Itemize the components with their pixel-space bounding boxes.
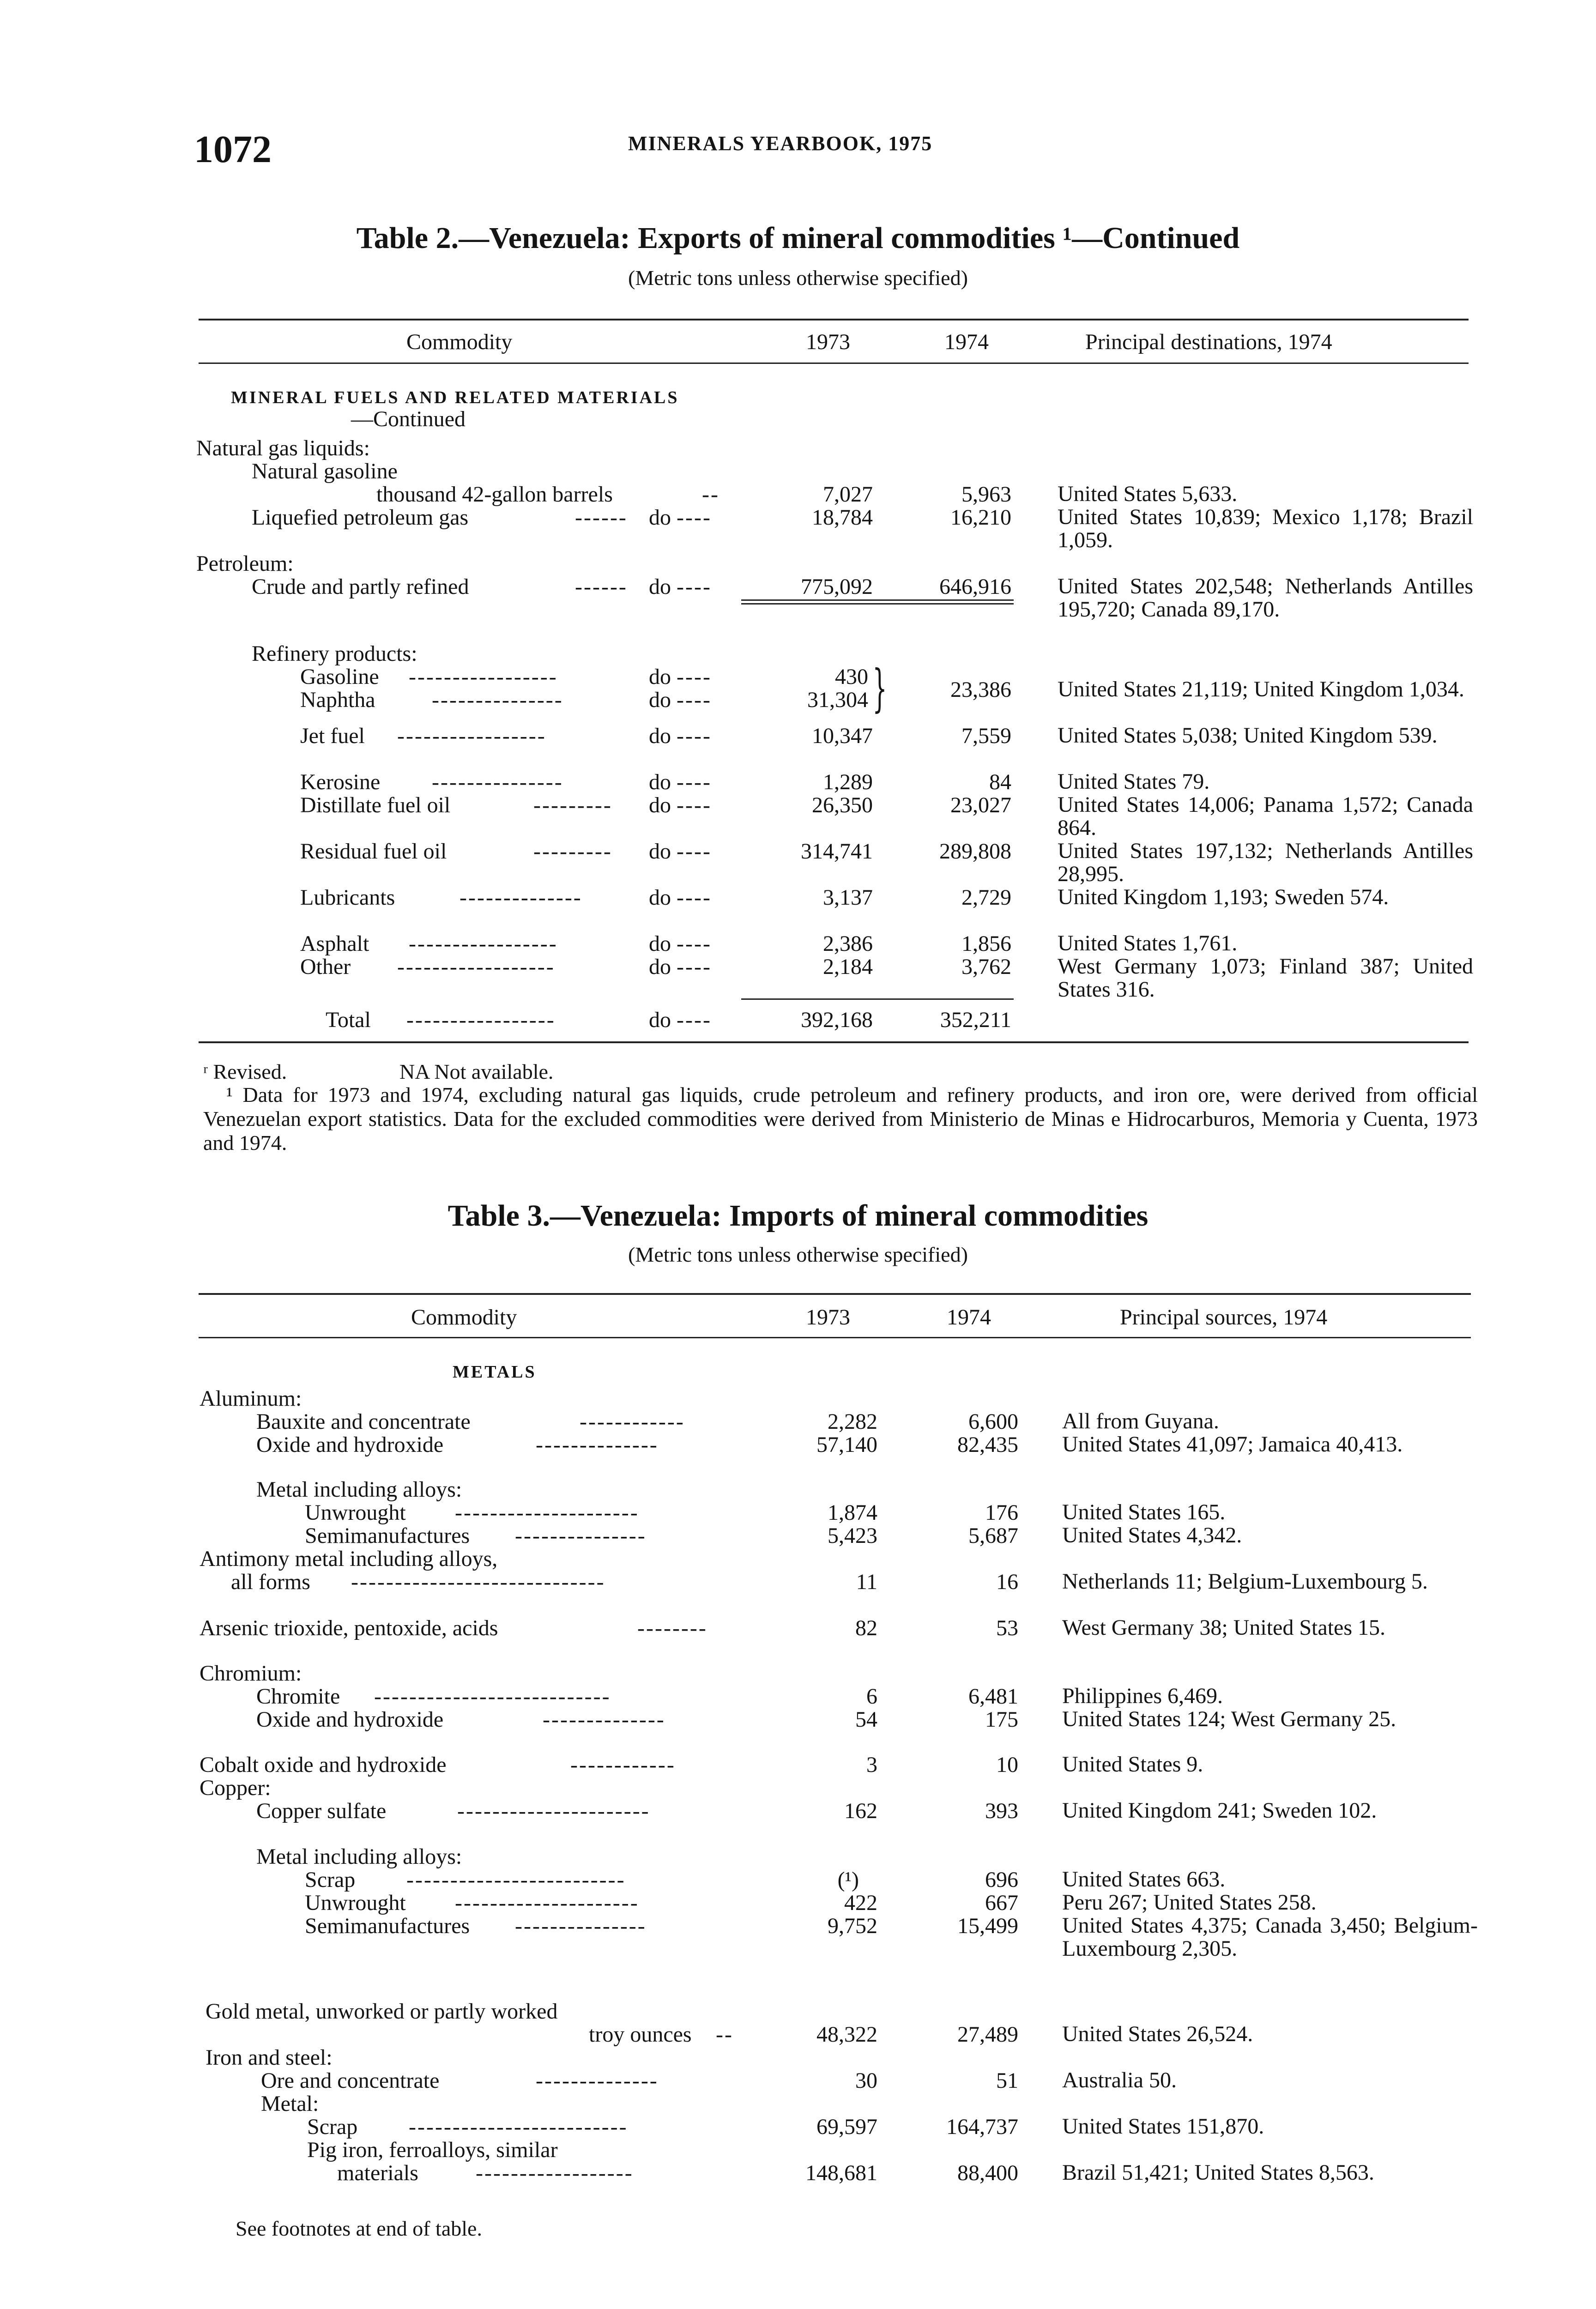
value-1973: 9,752 (828, 1914, 877, 1938)
leader-dots: ---- (677, 770, 712, 794)
value-1974: 5,963 (961, 482, 1011, 507)
value-1974: 646,916 (939, 574, 1011, 599)
source: Australia 50. (1062, 2068, 1177, 2092)
row-label: Liquefied petroleum gas (252, 505, 469, 530)
leader-dots: -------- (637, 1616, 707, 1640)
ditto: do (649, 574, 671, 599)
leader-dots: ---- (677, 724, 712, 748)
leader-dots: ------------------ (397, 955, 555, 979)
value-1973: 1,874 (828, 1500, 877, 1525)
value-1974: 3,762 (961, 955, 1011, 979)
leader-dots: --------------- (515, 1523, 647, 1548)
row-label: Oxide and hydroxide (256, 1433, 444, 1457)
leader-dots: ------------ (570, 1753, 676, 1777)
table2-section-cont: —Continued (351, 407, 466, 431)
footnote-na: NA Not available. (399, 1060, 554, 1083)
value-1973: (¹) (837, 1868, 859, 1892)
table2-top-rule (199, 319, 1469, 320)
leader-dots: --------- (533, 839, 612, 864)
row-label: Petroleum: (196, 551, 294, 576)
row-label: Scrap (305, 1868, 356, 1892)
leader-dots: ------------------------- (406, 1868, 626, 1892)
source: United States 165. (1062, 1500, 1226, 1524)
row-label: Oxide and hydroxide (256, 1707, 444, 1732)
value-1974: 84 (989, 770, 1011, 794)
row-label: Scrap (307, 2115, 358, 2139)
value-1974: 7,559 (961, 724, 1011, 748)
value-1973: 5,423 (828, 1523, 877, 1548)
row-label: Chromite (256, 1684, 340, 1709)
table2-section: MINERAL FUELS AND RELATED MATERIALS (231, 388, 679, 407)
value-1973: 2,184 (823, 955, 873, 979)
leader-dots: ------------------------- (409, 2115, 628, 2139)
row-label: Unwrought (305, 1891, 406, 1915)
value-1973: 314,741 (801, 839, 873, 864)
ditto: do (649, 770, 671, 794)
table2-bottom-rule (199, 1041, 1469, 1043)
ditto: do (649, 931, 671, 956)
source: United States 4,375; Canada 3,450; Belgium-Luxembourg 2,305. (1062, 1913, 1478, 1961)
value-1973: 162 (844, 1799, 877, 1823)
leader-dots: ---- (677, 885, 712, 910)
value-1974: 175 (985, 1707, 1018, 1732)
row-label: Cobalt oxide and hydroxide (200, 1753, 447, 1777)
underline (741, 603, 1014, 604)
table3-top-rule (199, 1293, 1471, 1295)
source: All from Guyana. (1062, 1409, 1219, 1433)
value-1974: 15,499 (957, 1914, 1018, 1938)
destination: United States 10,839; Mexico 1,178; Brazil 1,059. (1058, 505, 1473, 552)
table2-col-1973: 1973 (806, 330, 850, 354)
row-label: Antimony metal including alloys, (200, 1547, 498, 1571)
destination: United States 197,132; Netherlands Antilles 28,995. (1058, 839, 1473, 886)
leader-dots: -- (702, 482, 719, 507)
leader-dots: ------------------ (476, 2161, 634, 2185)
table3-header-rule (199, 1337, 1471, 1338)
value-1973: 11 (856, 1570, 877, 1594)
value-1973: 6 (866, 1684, 877, 1709)
value-1973: 2,386 (823, 931, 873, 956)
footnote-revised: ʳ Revised. (203, 1060, 287, 1083)
value-1974: 82,435 (957, 1433, 1018, 1457)
value-1974: 23,027 (950, 793, 1011, 817)
value-1974: 667 (985, 1891, 1018, 1915)
ditto: do (649, 955, 671, 979)
row-label: Semimanufactures (305, 1914, 470, 1938)
destination: United States 14,006; Panama 1,572; Canada 864. (1058, 792, 1473, 840)
source: United States 4,342. (1062, 1523, 1242, 1547)
ditto: do (649, 724, 671, 748)
table2-col-1974: 1974 (944, 330, 989, 354)
source: United States 663. (1062, 1867, 1226, 1892)
row-label: Residual fuel oil (300, 839, 447, 864)
source: United States 26,524. (1062, 2022, 1253, 2046)
value-1973: 69,597 (816, 2115, 877, 2139)
leader-dots: -- (716, 2022, 733, 2047)
leader-dots: --------------------- (455, 1891, 639, 1915)
value-1973: 57,140 (816, 1433, 877, 1457)
value-1973: 30 (855, 2068, 877, 2093)
row-label: Jet fuel (300, 724, 365, 748)
row-label: Other (300, 955, 351, 979)
value-1973: 430 (835, 665, 868, 689)
row-label: Total (326, 1008, 371, 1032)
value-1973: 3 (866, 1753, 877, 1777)
value-1973: 7,027 (823, 482, 873, 507)
leader-dots: ------------ (580, 1409, 685, 1434)
page-number: 1072 (194, 128, 272, 171)
value-1974: 2,729 (961, 885, 1011, 910)
leader-dots: --------------- (515, 1914, 647, 1938)
row-label: Semimanufactures (305, 1523, 470, 1548)
leader-dots: ------ (575, 505, 628, 530)
value-1974: 16 (996, 1570, 1018, 1594)
see-footnotes: See footnotes at end of table. (236, 2217, 482, 2240)
value-1973: 54 (855, 1707, 877, 1732)
leader-dots: -------------- (543, 1707, 665, 1732)
table2-col-commodity: Commodity (406, 330, 513, 354)
row-label: Pig iron, ferroalloys, similar (307, 2138, 558, 2162)
table3-col-1974: 1974 (947, 1305, 991, 1330)
row-label: Metal including alloys: (256, 1477, 462, 1502)
source: West Germany 38; United States 15. (1062, 1615, 1386, 1640)
brace: } (872, 659, 887, 718)
source: Philippines 6,469. (1062, 1684, 1223, 1708)
value-1973: 2,282 (828, 1409, 877, 1434)
leader-dots: ---- (677, 1008, 712, 1032)
leader-dots: -------------- (536, 1433, 659, 1457)
destination: United Kingdom 1,193; Sweden 574. (1058, 885, 1389, 909)
row-label: Chromium: (200, 1661, 302, 1686)
row-label: Naphtha (300, 688, 375, 712)
value-1973: 148,681 (805, 2161, 877, 2185)
value-1974: 289,808 (939, 839, 1011, 864)
leader-dots: --------------------------- (374, 1684, 611, 1709)
leader-dots: ---- (677, 955, 712, 979)
value-1974: 393 (985, 1799, 1018, 1823)
source: United States 9. (1062, 1752, 1203, 1777)
value-1973: 392,168 (801, 1008, 873, 1032)
row-label: Arsenic trioxide, pentoxide, acids (200, 1616, 498, 1640)
table3-col-1973: 1973 (806, 1305, 850, 1330)
destination: United States 1,761. (1058, 931, 1238, 955)
value-1974: 10 (996, 1753, 1018, 1777)
destination: United States 21,119; United Kingdom 1,034. (1058, 677, 1464, 701)
row-label: all forms (231, 1570, 310, 1594)
leader-dots: --------------- (432, 770, 563, 794)
leader-dots: ----------------- (397, 724, 546, 748)
destination: United States 5,633. (1058, 482, 1238, 506)
row-label: Natural gasoline (252, 459, 398, 484)
leader-dots: --------------------- (455, 1500, 639, 1525)
table2-subtitle: (Metric tons unless otherwise specified) (628, 266, 968, 290)
value-1974: 27,489 (957, 2022, 1018, 2047)
leader-dots: ---- (677, 688, 712, 712)
value-1973: 10,347 (812, 724, 873, 748)
leader-dots: ----------------- (409, 931, 558, 956)
row-label: Aluminum: (200, 1386, 302, 1411)
value-1973: 3,137 (823, 885, 873, 910)
value-1974: 6,600 (968, 1409, 1018, 1434)
value-1974: 5,687 (968, 1523, 1018, 1548)
row-label: thousand 42-gallon barrels (376, 482, 613, 507)
source: United Kingdom 241; Sweden 102. (1062, 1798, 1377, 1823)
leader-dots: ---- (677, 665, 712, 689)
leader-dots: -------------- (536, 2068, 659, 2093)
table2-title: Table 2.—Venezuela: Exports of mineral commodities ¹—Continued (356, 221, 1240, 255)
leader-dots: ----------------- (409, 665, 558, 689)
row-label: Copper sulfate (256, 1799, 387, 1823)
value-1974: 1,856 (961, 931, 1011, 956)
row-label: Distillate fuel oil (300, 793, 451, 817)
value-1974: 696 (985, 1868, 1018, 1892)
row-label: Metal: (261, 2091, 319, 2116)
value-1973: 422 (844, 1891, 877, 1915)
value-1974: 164,737 (946, 2115, 1018, 2139)
ditto: do (649, 885, 671, 910)
leader-dots: --------- (533, 793, 612, 817)
value-1973: 26,350 (812, 793, 873, 817)
value-1973: 775,092 (801, 574, 873, 599)
destination: West Germany 1,073; Finland 387; United States 316. (1058, 954, 1473, 1002)
source: Netherlands 11; Belgium-Luxembourg 5. (1062, 1569, 1428, 1594)
row-label: Refinery products: (252, 641, 417, 666)
ditto: do (649, 665, 671, 689)
destination: United States 5,038; United Kingdom 539. (1058, 723, 1438, 748)
leader-dots: ---- (677, 793, 712, 817)
leader-dots: --------------- (432, 688, 563, 712)
underline (741, 599, 1014, 601)
row-label: Ore and concentrate (261, 2068, 440, 2093)
leader-dots: ------ (575, 574, 628, 599)
leader-dots: ----------------------------- (351, 1570, 605, 1594)
leader-dots: ---- (677, 839, 712, 864)
table3-subtitle: (Metric tons unless otherwise specified) (628, 1243, 968, 1266)
row-label: Iron and steel: (206, 2045, 332, 2070)
value-1974: 51 (996, 2068, 1018, 2093)
ditto: do (649, 793, 671, 817)
source: United States 124; West Germany 25. (1062, 1707, 1396, 1731)
row-label: Gasoline (300, 665, 379, 689)
table3-col-sources: Principal sources, 1974 (1120, 1305, 1328, 1330)
footnote-1: ¹ Data for 1973 and 1974, excluding natural gas liquids, crude petroleum and refinery products, and iron ore, were derived from official Venezuelan export statistics. Data for the excluded commodities were derived from Ministerio de Minas e Hidrocarburos, Memoria y Cuenta, 1973 and 1974. (203, 1083, 1478, 1154)
ditto: do (649, 505, 671, 530)
leader-dots: ---- (677, 574, 712, 599)
leader-dots: ---------------------- (457, 1799, 650, 1823)
source: Brazil 51,421; United States 8,563. (1062, 2160, 1374, 2185)
value-1973: 31,304 (807, 688, 868, 712)
value-1974: 23,386 (950, 677, 1011, 702)
leader-dots: ---- (677, 931, 712, 956)
table2-header-rule (199, 363, 1469, 364)
table3-col-commodity: Commodity (411, 1305, 517, 1330)
row-label: Metal including alloys: (256, 1844, 462, 1869)
underline (741, 998, 1014, 1000)
row-label: troy ounces (589, 2022, 692, 2047)
source: United States 41,097; Jamaica 40,413. (1062, 1432, 1403, 1457)
row-label: Copper: (200, 1776, 271, 1800)
ditto: do (649, 688, 671, 712)
source: United States 151,870. (1062, 2114, 1264, 2139)
row-label: Natural gas liquids: (196, 436, 370, 460)
ditto: do (649, 839, 671, 864)
value-1973: 82 (855, 1616, 877, 1640)
value-1974: 88,400 (957, 2161, 1018, 2185)
value-1973: 48,322 (816, 2022, 877, 2047)
row-label: Crude and partly refined (252, 574, 469, 599)
row-label: Lubricants (300, 885, 395, 910)
destination: United States 202,548; Netherlands Antilles 195,720; Canada 89,170. (1058, 574, 1473, 622)
row-label: Asphalt (300, 931, 369, 956)
value-1974: 6,481 (968, 1684, 1018, 1709)
row-label: Unwrought (305, 1500, 406, 1525)
leader-dots: ----------------- (406, 1008, 556, 1032)
running-head: MINERALS YEARBOOK, 1975 (628, 132, 933, 155)
source: Peru 267; United States 258. (1062, 1890, 1317, 1915)
value-1973: 18,784 (812, 505, 873, 530)
table3-section: METALS (453, 1362, 537, 1382)
value-1973: 1,289 (823, 770, 873, 794)
ditto: do (649, 1008, 671, 1032)
value-1974: 352,211 (940, 1008, 1011, 1032)
leader-dots: -------------- (459, 885, 582, 910)
value-1974: 176 (985, 1500, 1018, 1525)
row-label: Gold metal, unworked or partly worked (206, 1999, 558, 2024)
row-label: materials (337, 2161, 418, 2185)
table2-col-destinations: Principal destinations, 1974 (1085, 330, 1332, 354)
table3-title: Table 3.—Venezuela: Imports of mineral commodities (447, 1199, 1149, 1233)
destination: United States 79. (1058, 769, 1210, 794)
row-label: Kerosine (300, 770, 381, 794)
row-label: Bauxite and concentrate (256, 1409, 471, 1434)
leader-dots: ---- (677, 505, 712, 530)
value-1974: 53 (996, 1616, 1018, 1640)
value-1974: 16,210 (950, 505, 1011, 530)
